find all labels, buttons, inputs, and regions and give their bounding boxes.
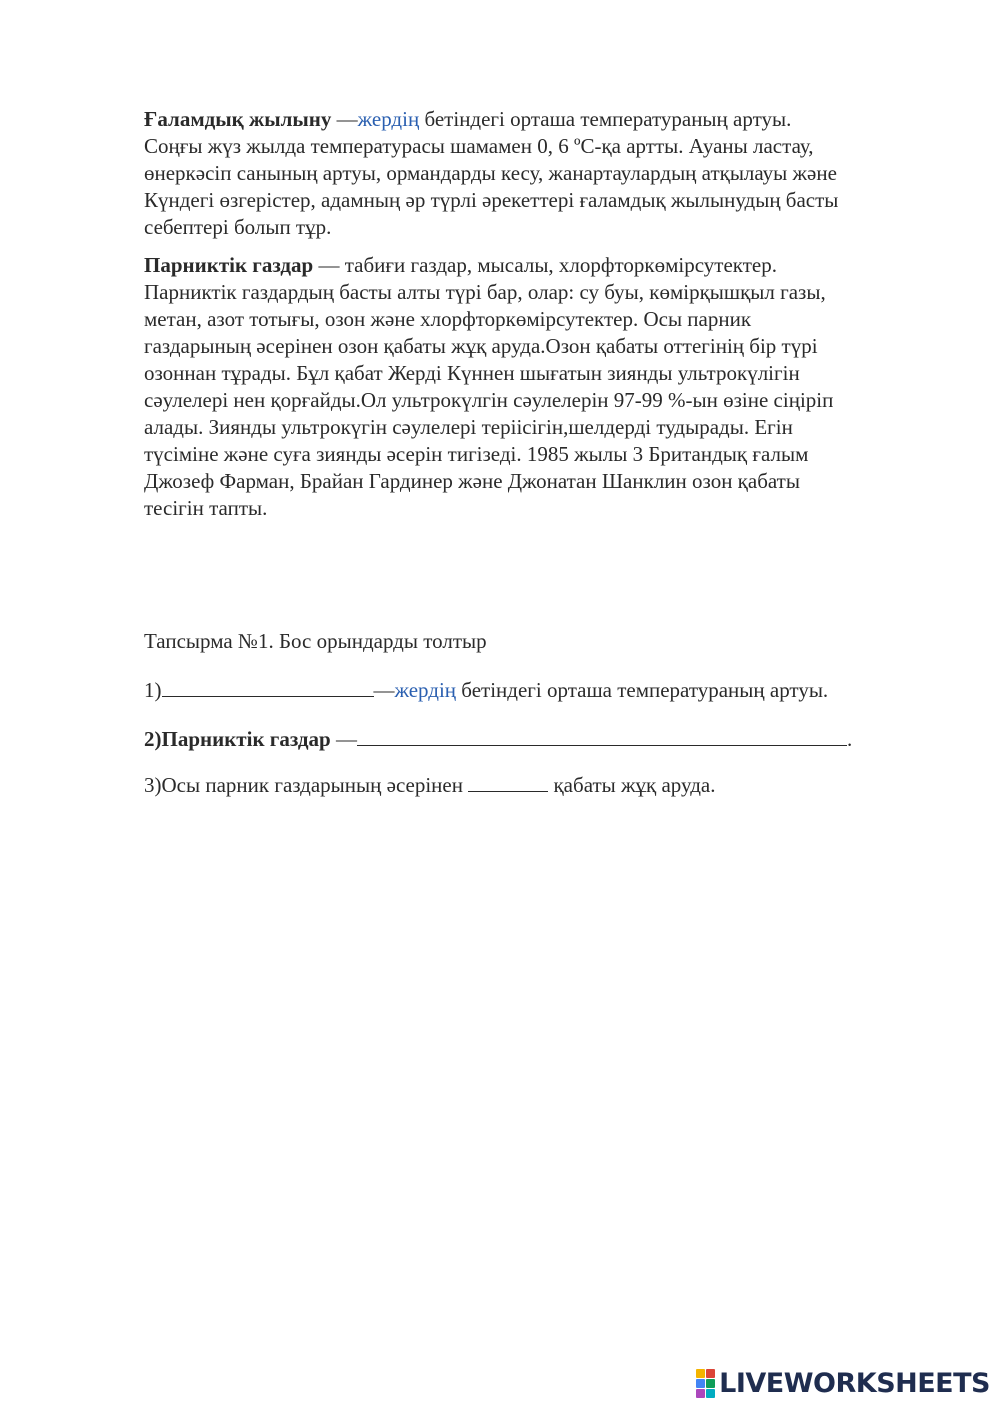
question-2 xyxy=(144,725,852,753)
logo-block xyxy=(706,1379,715,1388)
paragraph-line: сәулелері нен қорғайды.Ол ультрокүлгін сәулелерін 97-99 %-ын өзіне сіңіріп xyxy=(144,388,834,412)
question-2-term: 2)Парниктік газдар xyxy=(144,727,331,751)
paragraph-line: озоннан тұрады. Бұл қабат Жерді Күннен шығатын зиянды ультрокүлігін xyxy=(144,361,800,385)
logo-blocks-icon xyxy=(696,1369,715,1398)
term-global-warming: Ғаламдық жылыну xyxy=(144,107,332,131)
paragraph-line xyxy=(144,106,944,133)
global-warming-paragraph xyxy=(144,106,944,241)
paragraph-line: газдарының әсерінен озон қабаты жұқ аруда.Озон қабаты оттегінің бір түрі xyxy=(144,334,818,358)
question-1-blank[interactable] xyxy=(162,676,374,697)
logo-text: LIVEWORKSHEETS xyxy=(719,1368,990,1399)
question-3-blank[interactable] xyxy=(468,771,548,792)
paragraph-line: Соңғы жүз жылда температурасы шамамен 0, 6 ºС-қа артты. Ауаны ластау, xyxy=(144,134,814,158)
logo-block xyxy=(706,1389,715,1398)
paragraph-line: тесігін тапты. xyxy=(144,496,268,520)
task-title: Тапсырма №1. Бос орындарды толтыр xyxy=(144,629,487,653)
paragraph-line: Күндегі өзгерістер, адамның әр түрлі әрекеттері ғаламдық жылынудың басты xyxy=(144,188,839,212)
logo-block xyxy=(696,1389,705,1398)
greenhouse-gases-paragraph xyxy=(144,252,944,522)
question-1-dash: — xyxy=(373,678,395,702)
question-1-earth-link[interactable]: жердің xyxy=(394,678,457,702)
question-3 xyxy=(144,771,715,799)
question-2-dash: — xyxy=(330,727,357,751)
paragraph-line: түсіміне және суға зиянды әсерін тигізеді. 1985 жылы 3 Британдық ғалым xyxy=(144,442,809,466)
question-2-period: . xyxy=(846,727,853,751)
paragraph-line: себептері болып тұр. xyxy=(144,215,332,239)
term-dash: — xyxy=(331,107,358,131)
question-3-text-end: қабаты жұқ аруда. xyxy=(548,773,716,797)
paragraph-line: алады. Зиянды ультрокүгін сәулелері теріісігін,шелдерді тудырады. Егін xyxy=(144,415,793,439)
liveworksheets-logo xyxy=(696,1368,990,1399)
logo-block xyxy=(706,1369,715,1378)
paragraph-line: метан, азот тотығы, озон және хлорфторкөмірсутектер. Осы парник xyxy=(144,307,752,331)
paragraph-line: Джозеф Фарман, Брайан Гардинер және Джонатан Шанклин озон қабаты xyxy=(144,469,800,493)
question-3-text: 3)Осы парник газдарының әсерінен xyxy=(144,773,469,797)
term-greenhouse-gases: Парниктік газдар xyxy=(144,253,314,277)
question-1-number: 1) xyxy=(144,678,162,702)
question-2-blank[interactable] xyxy=(357,725,847,746)
logo-block xyxy=(696,1369,705,1378)
paragraph-line xyxy=(144,252,944,279)
question-1-text: бетіндегі орташа температураның артуы. xyxy=(456,678,829,702)
earth-link[interactable]: жердің xyxy=(357,107,420,131)
question-1 xyxy=(144,676,828,704)
definition-text: бетіндегі орташа температураның артуы. xyxy=(419,107,792,131)
logo-block xyxy=(696,1379,705,1388)
paragraph-line: өнеркәсіп санының артуы, ормандарды кесу, жанартаулардың атқылауы және xyxy=(144,161,837,185)
paragraph-line: Парниктік газдардың басты алты түрі бар, олар: су буы, көмірқышқыл газы, xyxy=(144,280,826,304)
definition-text: — табиғи газдар, мысалы, хлорфторкөмірсутектер. xyxy=(313,253,777,277)
